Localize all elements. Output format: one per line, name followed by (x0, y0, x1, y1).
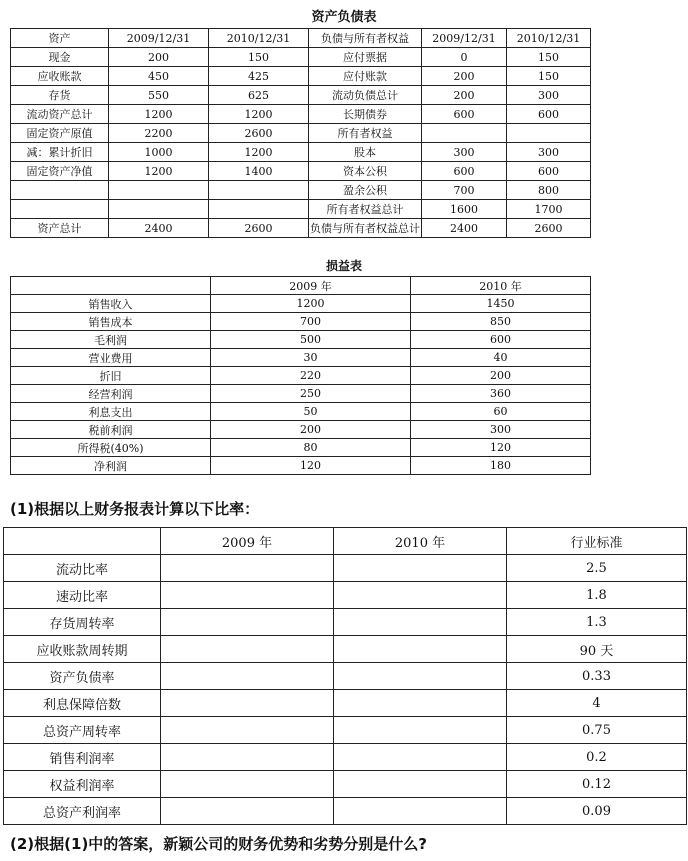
table-cell (334, 663, 507, 690)
table-cell: 存货周转率 (4, 609, 161, 636)
table-cell (161, 690, 334, 717)
question-1: (1)根据以上财务报表计算以下比率： (10, 500, 260, 518)
table-cell: 股本 (309, 143, 422, 162)
table-cell: 1200 (109, 105, 209, 124)
table-row (4, 582, 687, 609)
table-row (4, 798, 687, 825)
table-cell: 1000 (109, 143, 209, 162)
table-cell: 2400 (422, 219, 507, 238)
table-cell: 毛利润 (11, 331, 211, 349)
question-2: (2)根据(1)中的答案，新颖公司的财务优势和劣势分别是什么? (10, 835, 427, 853)
table-cell (161, 663, 334, 690)
table-cell (334, 717, 507, 744)
table-cell (334, 609, 507, 636)
table-cell (334, 771, 507, 798)
table-cell: 应付账款 (309, 67, 422, 86)
table-row (11, 219, 591, 238)
table-cell: 600 (422, 105, 507, 124)
table-cell (209, 181, 309, 200)
table-cell: 1450 (411, 295, 591, 313)
table-cell: 600 (411, 331, 591, 349)
table-row (11, 457, 591, 475)
table-cell (109, 200, 209, 219)
table-row (11, 367, 591, 385)
column-header: 行业标准 (507, 528, 687, 555)
table-cell: 425 (209, 67, 309, 86)
column-header: 资产 (11, 29, 109, 48)
table-row (4, 744, 687, 771)
table-cell: 负债与所有者权益总计 (309, 219, 422, 238)
table-cell (11, 200, 109, 219)
table-cell: 300 (422, 143, 507, 162)
table-cell: 90 天 (507, 636, 687, 663)
table-cell: 80 (211, 439, 411, 457)
table-cell: 应收账款 (11, 67, 109, 86)
table-cell: 50 (211, 403, 411, 421)
table-row (11, 143, 591, 162)
column-header: 2009 年 (161, 528, 334, 555)
table-row (11, 349, 591, 367)
table-cell: 0.12 (507, 771, 687, 798)
table-row (11, 403, 591, 421)
table-cell: 流动比率 (4, 555, 161, 582)
table-row (4, 555, 687, 582)
table-cell: 200 (422, 86, 507, 105)
table-cell: 850 (411, 313, 591, 331)
table-row (4, 663, 687, 690)
table-cell: 60 (411, 403, 591, 421)
table-cell: 所有者权益 (309, 124, 422, 143)
table-cell: 0.2 (507, 744, 687, 771)
table-cell: 220 (211, 367, 411, 385)
table-cell: 0.09 (507, 798, 687, 825)
table-row (11, 86, 591, 105)
table-cell: 营业费用 (11, 349, 211, 367)
table-cell: 360 (411, 385, 591, 403)
table-row (11, 162, 591, 181)
table-row (4, 609, 687, 636)
table-cell: 资本公积 (309, 162, 422, 181)
table-cell: 1200 (209, 143, 309, 162)
table-cell: 700 (422, 181, 507, 200)
table-cell: 销售收入 (11, 295, 211, 313)
table-cell: 600 (507, 162, 591, 181)
balance-sheet-table (10, 28, 591, 238)
table-cell: 120 (211, 457, 411, 475)
table-cell: 30 (211, 349, 411, 367)
table-cell: 1600 (422, 200, 507, 219)
table-cell: 应收账款周转期 (4, 636, 161, 663)
table-cell (161, 717, 334, 744)
table-cell: 固定资产净值 (11, 162, 109, 181)
table-row (4, 690, 687, 717)
table-cell: 1.8 (507, 582, 687, 609)
table-row (11, 105, 591, 124)
table-cell: 4 (507, 690, 687, 717)
table-cell: 250 (211, 385, 411, 403)
column-header: 2010/12/31 (507, 29, 591, 48)
table-cell (507, 124, 591, 143)
column-header (11, 277, 211, 295)
table-cell: 2600 (209, 124, 309, 143)
table-cell: 应付票据 (309, 48, 422, 67)
table-row (11, 295, 591, 313)
table-cell (334, 690, 507, 717)
income-statement-title: 损益表 (325, 259, 362, 273)
table-cell: 2600 (209, 219, 309, 238)
table-cell: 0.75 (507, 717, 687, 744)
table-cell: 销售利润率 (4, 744, 161, 771)
table-cell: 现金 (11, 48, 109, 67)
table-cell: 200 (211, 421, 411, 439)
table-header-row (11, 29, 591, 48)
table-cell: 2.5 (507, 555, 687, 582)
table-cell: 总资产利润率 (4, 798, 161, 825)
table-cell: 税前利润 (11, 421, 211, 439)
table-cell (161, 636, 334, 663)
table-cell: 销售成本 (11, 313, 211, 331)
table-row (4, 771, 687, 798)
table-row (4, 717, 687, 744)
table-row (11, 421, 591, 439)
table-row (4, 636, 687, 663)
table-cell: 550 (109, 86, 209, 105)
table-cell: 500 (211, 331, 411, 349)
table-row (11, 124, 591, 143)
table-cell: 1200 (211, 295, 411, 313)
table-cell: 300 (411, 421, 591, 439)
table-cell (334, 636, 507, 663)
table-cell (161, 582, 334, 609)
table-cell: 200 (422, 67, 507, 86)
table-cell (334, 744, 507, 771)
table-cell: 经营利润 (11, 385, 211, 403)
table-row (11, 200, 591, 219)
table-cell: 固定资产原值 (11, 124, 109, 143)
table-row (11, 385, 591, 403)
table-cell: 所得税(40%) (11, 439, 211, 457)
table-cell: 存货 (11, 86, 109, 105)
table-cell: 减：累计折旧 (11, 143, 109, 162)
table-cell: 300 (507, 86, 591, 105)
table-cell: 200 (109, 48, 209, 67)
table-cell (209, 200, 309, 219)
table-cell: 1200 (209, 105, 309, 124)
ratio-table (3, 527, 687, 825)
table-cell (334, 555, 507, 582)
column-header: 2009/12/31 (109, 29, 209, 48)
table-row (11, 67, 591, 86)
table-cell (161, 609, 334, 636)
table-cell: 800 (507, 181, 591, 200)
table-cell: 2200 (109, 124, 209, 143)
table-cell: 200 (411, 367, 591, 385)
column-header: 2009 年 (211, 277, 411, 295)
table-cell: 700 (211, 313, 411, 331)
table-row (11, 313, 591, 331)
table-cell: 300 (507, 143, 591, 162)
table-cell: 流动负债总计 (309, 86, 422, 105)
table-cell (11, 181, 109, 200)
table-cell: 600 (422, 162, 507, 181)
table-cell: 资产总计 (11, 219, 109, 238)
table-cell: 0 (422, 48, 507, 67)
table-cell: 2600 (507, 219, 591, 238)
column-header: 2010/12/31 (209, 29, 309, 48)
table-cell: 速动比率 (4, 582, 161, 609)
table-cell (334, 582, 507, 609)
table-cell: 150 (507, 48, 591, 67)
table-cell: 625 (209, 86, 309, 105)
table-cell: 150 (507, 67, 591, 86)
column-header (4, 528, 161, 555)
table-cell: 利息支出 (11, 403, 211, 421)
table-cell: 600 (507, 105, 591, 124)
table-cell: 长期债券 (309, 105, 422, 124)
balance-sheet-title: 资产负债表 (311, 10, 377, 25)
table-cell (161, 798, 334, 825)
table-cell (161, 555, 334, 582)
table-cell: 180 (411, 457, 591, 475)
table-row (11, 331, 591, 349)
table-cell: 净利润 (11, 457, 211, 475)
column-header: 负债与所有者权益 (309, 29, 422, 48)
table-cell: 1700 (507, 200, 591, 219)
table-cell: 1200 (109, 162, 209, 181)
table-cell (109, 181, 209, 200)
table-cell (161, 744, 334, 771)
table-cell: 流动资产总计 (11, 105, 109, 124)
table-header-row (11, 277, 591, 295)
table-cell: 折旧 (11, 367, 211, 385)
income-statement-table (10, 276, 591, 475)
table-cell: 盈余公积 (309, 181, 422, 200)
table-cell (334, 798, 507, 825)
column-header: 2009/12/31 (422, 29, 507, 48)
table-cell: 所有者权益总计 (309, 200, 422, 219)
table-cell: 权益利润率 (4, 771, 161, 798)
table-cell: 总资产周转率 (4, 717, 161, 744)
table-cell: 40 (411, 349, 591, 367)
table-header-row (4, 528, 687, 555)
table-cell: 0.33 (507, 663, 687, 690)
table-cell: 1.3 (507, 609, 687, 636)
table-cell: 利息保障倍数 (4, 690, 161, 717)
column-header: 2010 年 (411, 277, 591, 295)
table-cell: 2400 (109, 219, 209, 238)
table-cell: 资产负债率 (4, 663, 161, 690)
table-row (11, 48, 591, 67)
table-cell: 450 (109, 67, 209, 86)
table-cell: 150 (209, 48, 309, 67)
table-cell: 1400 (209, 162, 309, 181)
table-cell (422, 124, 507, 143)
table-row (11, 439, 591, 457)
column-header: 2010 年 (334, 528, 507, 555)
table-cell: 120 (411, 439, 591, 457)
table-row (11, 181, 591, 200)
table-cell (161, 771, 334, 798)
